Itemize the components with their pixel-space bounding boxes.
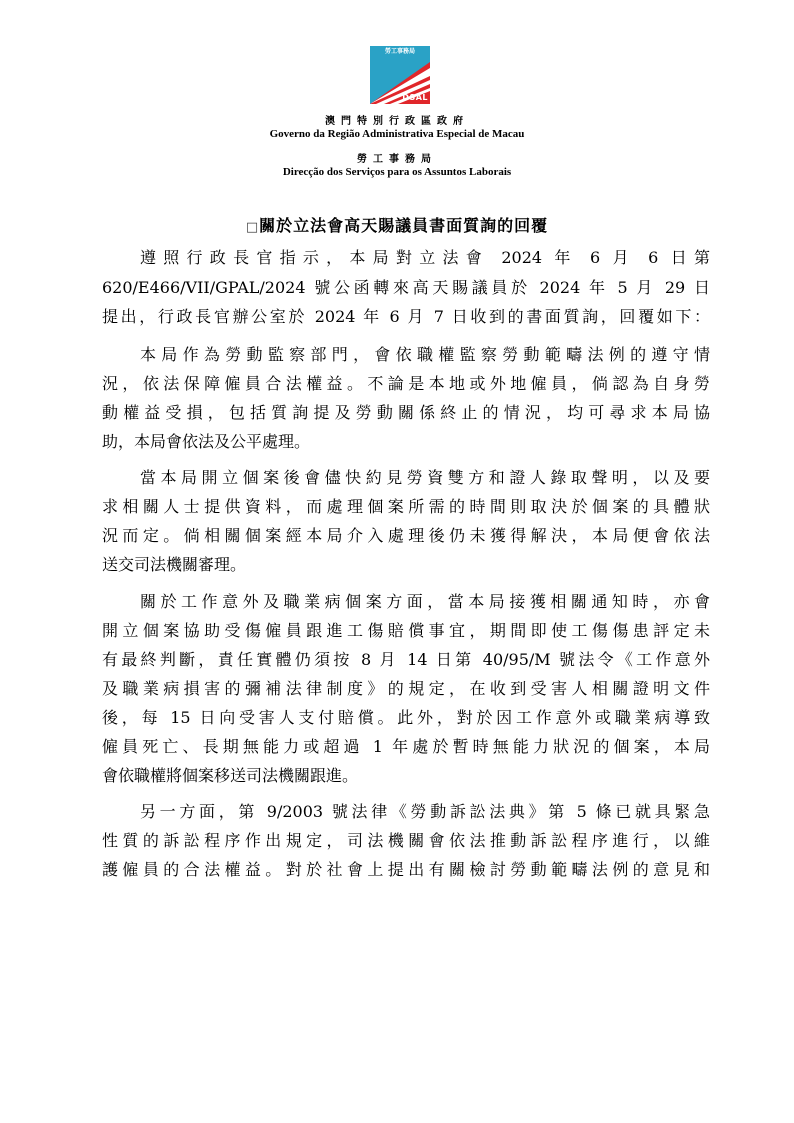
paragraph-4-line-6: 僱員死亡、長期無能力或超過 1 年處於暫時無能力狀況的個案，本局 <box>102 737 710 756</box>
paragraph-4-line-2: 開立個案協助受傷僱員跟進工傷賠償事宜，期間即使工傷傷患評定未 <box>102 621 710 640</box>
dept-name-zh: 勞工事務局 <box>357 154 437 165</box>
paragraph-2-line-4: 助，本局會依法及公平處理。 <box>102 432 311 451</box>
paragraph-1-line-2: 620/E466/VII/GPAL/2024 號公函轉來高天賜議員於 2024 年 5 月 29 日 <box>102 278 710 297</box>
paragraph-3-line-4: 送交司法機關審理。 <box>102 555 247 574</box>
paragraph-3-line-1: 當本局開立個案後會儘快約見勞資雙方和證人錄取聲明，以及要 <box>140 468 710 487</box>
paragraph-4-line-7: 會依職權將個案移送司法機關跟進。 <box>102 766 359 785</box>
paragraph-5-line-1: 另一方面，第 9/2003 號法律《勞動訴訟法典》第 5 條已就具緊急 <box>140 802 710 821</box>
paragraph-3-line-2: 求相關人士提供資料，而處理個案所需的時間則取決於個案的具體狀 <box>102 497 710 516</box>
document-title <box>0 213 794 236</box>
paragraph-2-line-1: 本局作為勞動監察部門，會依職權監察勞動範疇法例的遵守情 <box>140 345 710 364</box>
gov-name-zh: 澳門特別行政區政府 <box>325 116 469 127</box>
paragraph-2-line-2: 況，依法保障僱員合法權益。不論是本地或外地僱員，倘認為自身勞 <box>102 374 710 393</box>
paragraph-1-line-3: 提出，行政長官辦公室於 2024 年 6 月 7 日收到的書面質詢，回覆如下： <box>102 307 710 326</box>
logo-name: 勞工事務局 <box>384 48 415 55</box>
title-text: 關於立法會高天賜議員書面質詢的回覆 <box>259 216 549 235</box>
paragraph-4-line-3: 有最終判斷，責任實體仍須按 8 月 14 日第 40/95/M 號法令《工作意外 <box>102 650 710 669</box>
logo-abbr: DSAL <box>402 93 428 102</box>
paragraph-3-line-3: 況而定。倘相關個案經本局介入處理後仍未獲得解決，本局便會依法 <box>102 526 710 545</box>
dept-name-pt: Direcção dos Serviços para os Assuntos Laborais <box>282 166 512 178</box>
title-marker: □ <box>245 220 260 235</box>
paragraph-4-line-4: 及職業病損害的彌補法律制度》的規定，在收到受害人相關證明文件 <box>102 679 710 698</box>
paragraph-5-line-2: 性質的訴訟程序作出規定，司法機關會依法推動訴訟程序進行，以維 <box>102 831 710 850</box>
paragraph-4-line-5: 後，每 15 日向受害人支付賠償。此外，對於因工作意外或職業病導致 <box>102 708 710 727</box>
paragraph-4-line-1: 關於工作意外及職業病個案方面，當本局接獲相關通知時，亦會 <box>140 592 710 611</box>
paragraph-2-line-3: 動權益受損，包括質詢提及勞動關係終止的情況，均可尋求本局協 <box>102 403 710 422</box>
dsal-logo <box>370 46 430 104</box>
paragraph-5-line-3: 護僱員的合法權益。對於社會上提出有關檢討勞動範疇法例的意見和 <box>102 860 710 879</box>
gov-name-pt: Governo da Região Administrativa Especial de Macau <box>269 128 525 140</box>
paragraph-1-line-1: 遵照行政長官指示，本局對立法會 2024 年 6 月 6 日第 <box>140 248 710 267</box>
